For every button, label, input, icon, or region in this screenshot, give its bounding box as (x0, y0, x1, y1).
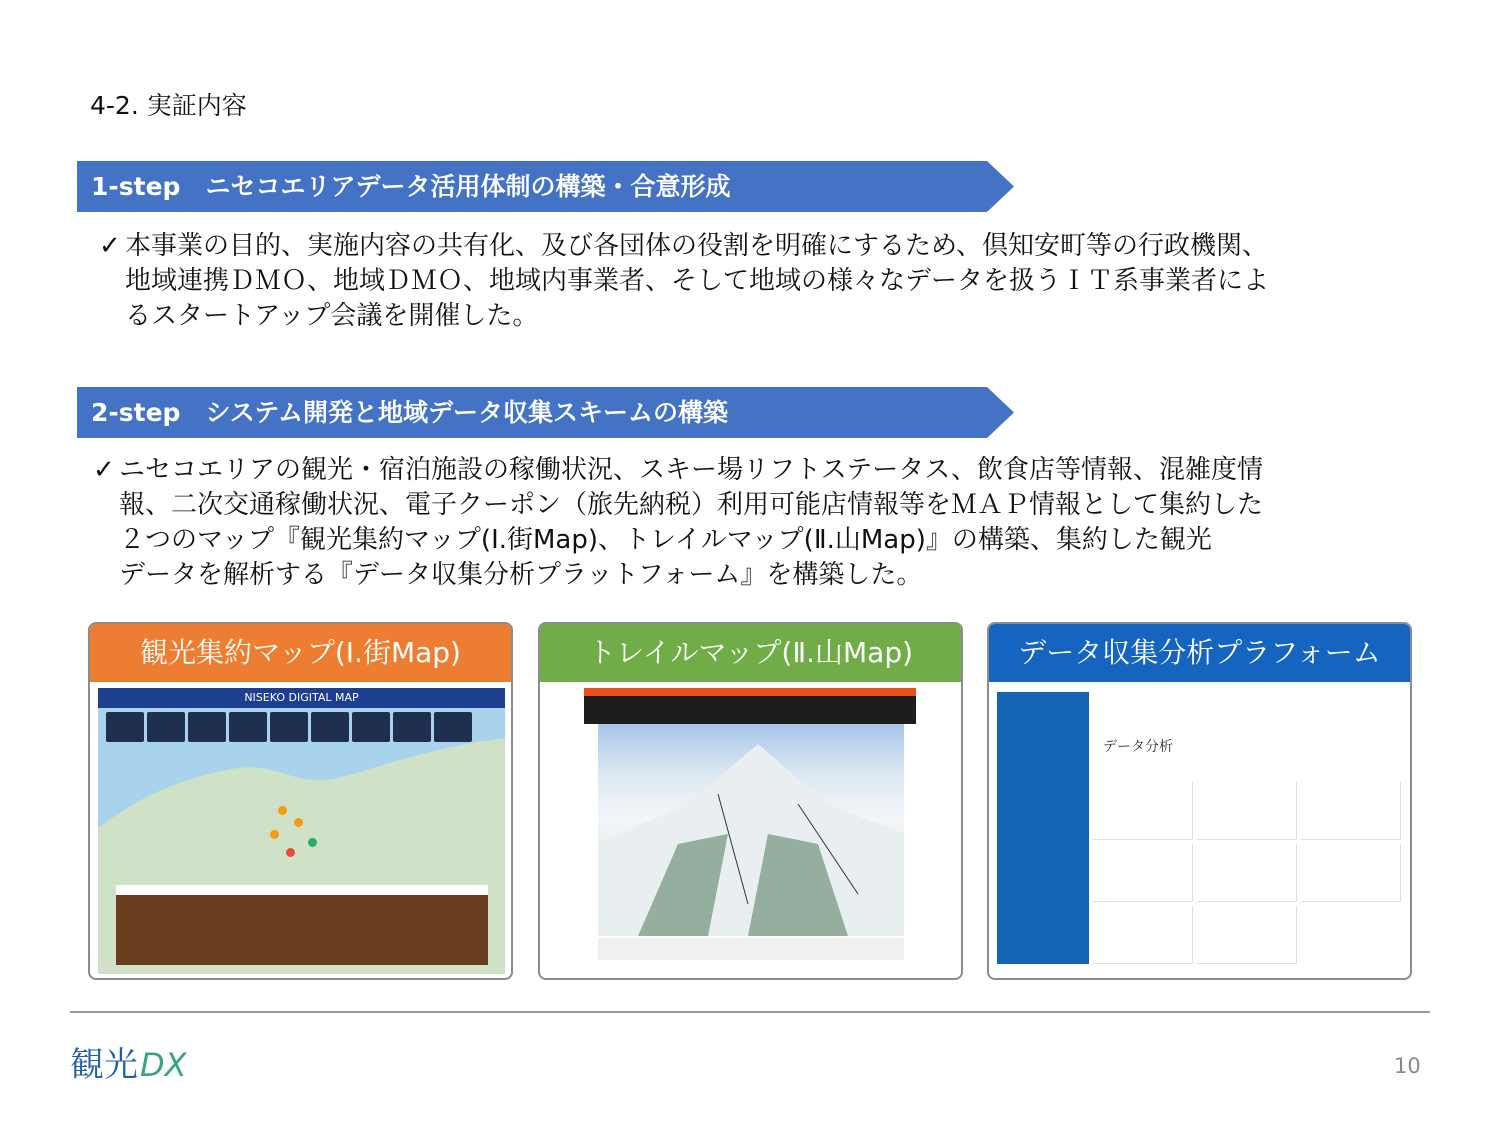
map-screen-title: NISEKO DIGITAL MAP (98, 688, 505, 708)
step-2-line-2: 報、二次交通稼働状況、電子クーポン（旅先納税）利用可能店情報等をＭＡＰ情報として集約した (119, 490, 1264, 520)
svg-text:DX: DX (140, 1046, 187, 1084)
map-pin-icon[interactable] (286, 848, 295, 857)
map-category-button[interactable] (188, 712, 226, 742)
check-icon: ✓ (93, 455, 115, 485)
panel-tourism-map (88, 622, 513, 980)
panel-tourism-map-title: 観光集約マップ(Ⅰ.街Map) (90, 624, 511, 682)
trail-mountain-area (598, 724, 904, 936)
platform-card[interactable] (1197, 782, 1297, 840)
platform-card[interactable] (1093, 782, 1193, 840)
tourism-map-screenshot (98, 688, 505, 974)
trail-status-legend (598, 938, 904, 960)
map-category-button[interactable] (229, 712, 267, 742)
mountain-shape (598, 724, 904, 936)
map-photo-strip (116, 895, 488, 965)
step-2-line-3: ２つのマップ『観光集約マップ(Ⅰ.街Map)、トレイルマップ(Ⅱ.山Map)』の構築、集約した観光 (119, 525, 1212, 555)
map-category-button[interactable] (434, 712, 472, 742)
panel-trail-map-title: トレイルマップ(Ⅱ.山Map) (540, 624, 961, 682)
platform-card[interactable] (1197, 844, 1297, 902)
step-2-title: 2-step システム開発と地域データ収集スキームの構築 (91, 398, 728, 427)
map-pin-icon[interactable] (278, 806, 287, 815)
trail-header-accent (584, 688, 916, 696)
map-pin-icon[interactable] (270, 830, 279, 839)
step-1-line-1: 本事業の目的、実施内容の共有化、及び各団体の役割を明確にするため、倶知安町等の行政機関、 (125, 231, 1268, 261)
platform-card[interactable] (1301, 782, 1401, 840)
footer-divider (70, 1011, 1430, 1013)
map-category-button[interactable] (270, 712, 308, 742)
map-category-button[interactable] (352, 712, 390, 742)
step-2-banner (77, 387, 1014, 438)
data-platform-screenshot (997, 688, 1404, 974)
check-icon: ✓ (99, 231, 121, 261)
section-heading: 4-2. 実証内容 (90, 91, 247, 120)
page-number: 10 (1394, 1054, 1421, 1078)
step-1-line-2: 地域連携ＤＭＯ、地域ＤＭＯ、地域内事業者、そして地域の様々なデータを扱うＩＴ系事業者によ (125, 266, 1270, 296)
platform-screen-title: データ分析 (1103, 739, 1173, 755)
trail-map-screenshot (548, 688, 955, 974)
panel-trail-map (538, 622, 963, 980)
platform-main (1089, 692, 1404, 964)
step-2-line-1: ニセコエリアの観光・宿泊施設の稼働状況、スキー場リフトステータス、飲食店等情報、混雑度情 (119, 455, 1264, 485)
kanko-dx-logo (70, 1040, 200, 1092)
platform-card[interactable] (1093, 906, 1193, 964)
step-2-line-4: データを解析する『データ収集分析プラットフォーム』を構築した。 (119, 560, 923, 590)
map-pin-icon[interactable] (308, 838, 317, 847)
step-1-banner (77, 161, 1014, 212)
step-1-line-3: るスタートアップ会議を開催した。 (125, 301, 539, 331)
logo-mark (70, 1040, 200, 1088)
platform-sidebar (997, 692, 1089, 964)
map-category-button[interactable] (311, 712, 349, 742)
platform-card[interactable] (1197, 906, 1297, 964)
platform-card[interactable] (1093, 844, 1193, 902)
svg-text:観光: 観光 (70, 1045, 138, 1085)
map-category-button[interactable] (393, 712, 431, 742)
step-1-bullet (99, 229, 1429, 334)
panel-data-platform (987, 622, 1412, 980)
platform-card[interactable] (1301, 844, 1401, 902)
map-category-button[interactable] (147, 712, 185, 742)
step-1-title: 1-step ニセコエリアデータ活用体制の構築・合意形成 (91, 172, 731, 201)
panel-data-platform-title: データ収集分析プラフォーム (989, 624, 1410, 682)
map-category-buttons[interactable] (106, 712, 472, 742)
step-2-bullet (93, 453, 1423, 593)
map-category-button[interactable] (106, 712, 144, 742)
map-pin-icon[interactable] (294, 818, 303, 827)
